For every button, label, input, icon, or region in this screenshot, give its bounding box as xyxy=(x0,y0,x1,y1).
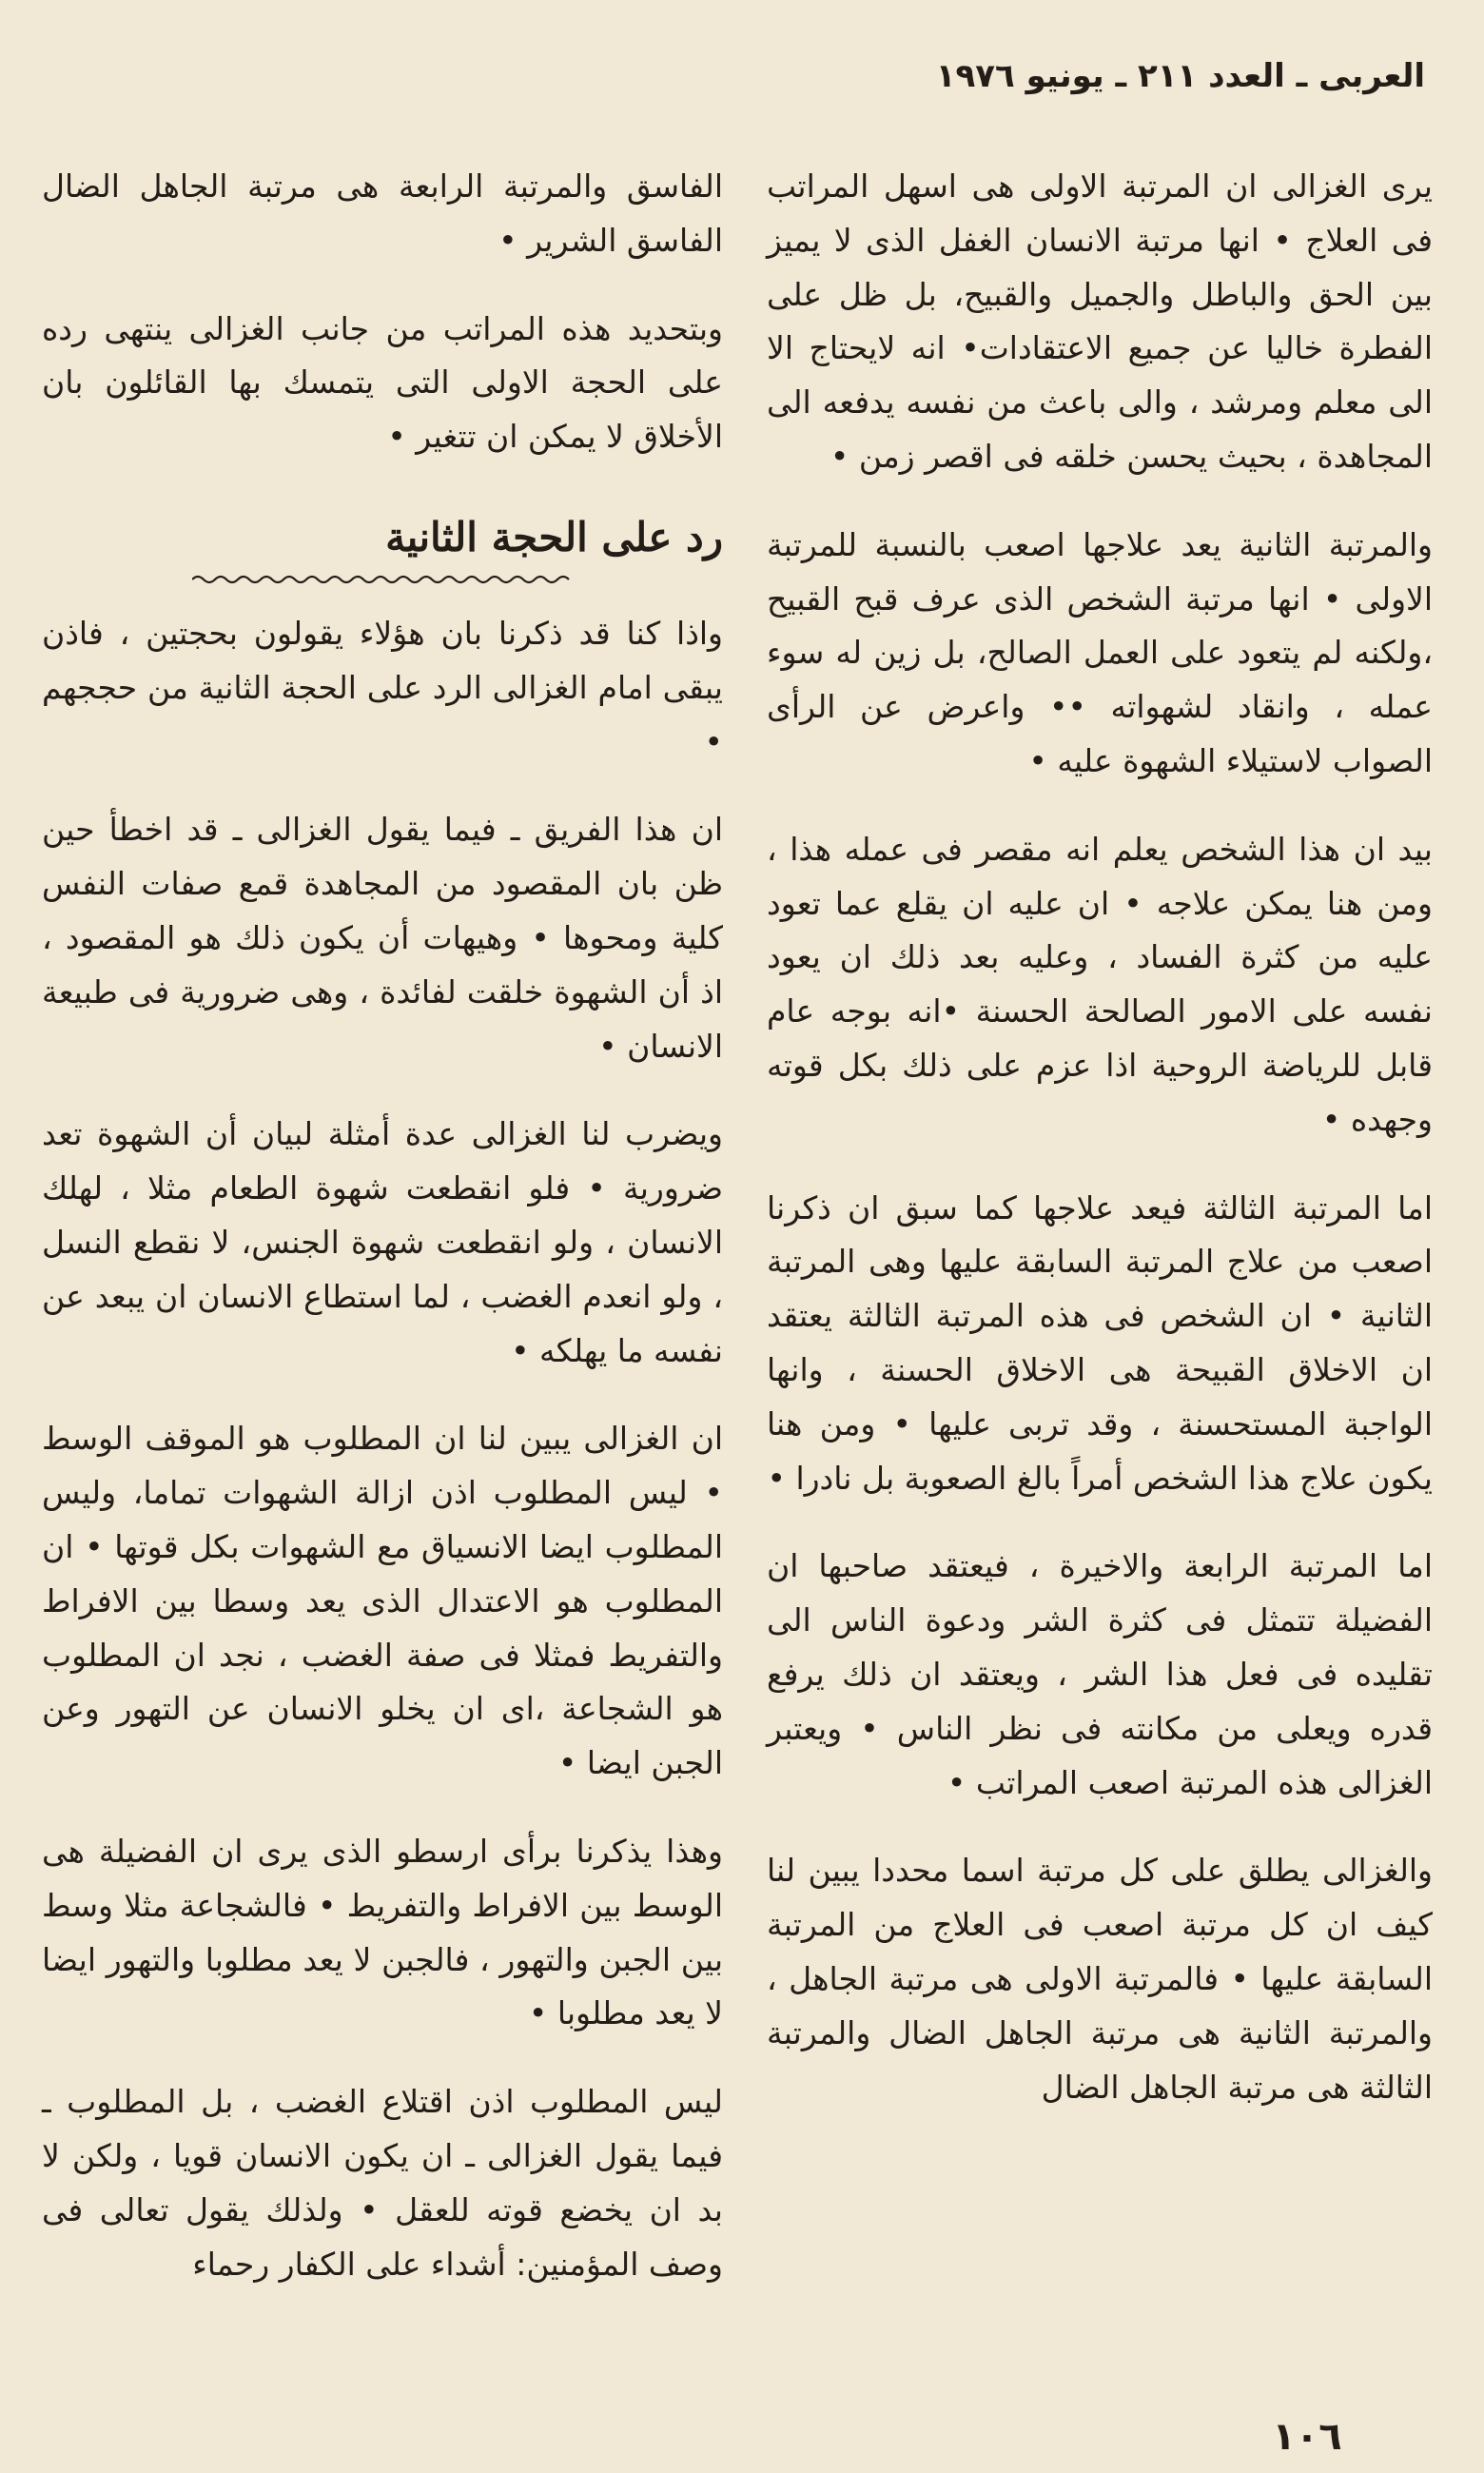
page-number: ١٠٦ xyxy=(1272,2415,1342,2459)
paragraph-gap xyxy=(767,484,1433,519)
paragraph: وهذا يذكرنا برأى ارسطو الذى يرى ان الفضيلة هى الوسط بين الافراط والتفريط • فالشجاعة مثلا وسط بين الجبن والتهور ، فالجبن لا يعد مطلوبا والتهور ايضا لا يعد مطلوبا • xyxy=(42,1832,723,2032)
paragraph-gap xyxy=(767,1505,1433,1540)
paragraph: ليس المطلوب اذن اقتلاع الغضب ، بل المطلوب ـ فيما يقول الغزالى ـ ان يكون الانسان قويا ، ولكن لا بد ان يخضع قوته للعقل • ولذلك يقول تعالى فى وصف المؤمنين: أشداء على الكفار رحماء xyxy=(42,2083,723,2283)
paragraph: ويضرب لنا الغزالى عدة أمثلة لبيان أن الشهوة تعد ضرورية • فلو انقطعت شهوة الطعام مثلا ، لهلك الانسان ، ولو انقطعت شهوة الجنس، لا نقطع النسل ، ولو انعدم الغضب ، لما استطاع الانسان ان يبعد عن نفسه ما يهلكه • xyxy=(42,1115,723,1369)
right-column xyxy=(767,160,1433,2114)
left-column xyxy=(42,160,723,2291)
paragraph: ان هذا الفريق ـ فيما يقول الغزالى ـ قد اخطأ حين ظن بان المقصود من المجاهدة قمع صفات النفس كلية ومحوها • وهيهات أن يكون ذلك هو المقصود ، اذ أن الشهوة خلقت لفائدة ، وهى ضرورية فى طبيعة الانسان • xyxy=(42,811,723,1065)
paragraph-gap xyxy=(767,789,1433,823)
paragraph: والمرتبة الثانية يعد علاجها اصعب بالنسبة للمرتبة الاولى • انها مرتبة الشخص الذى عرف قبح القبيح ،ولكنه لم يتعود على العمل الصالح، بل زين له سوء عمله ، وانقاد لشهواته •• واعرض عن الرأى الصواب لاستيلاء الشهوة عليه • xyxy=(767,525,1433,779)
paragraph-gap xyxy=(42,2041,723,2075)
paragraph: يرى الغزالى ان المرتبة الاولى هى اسهل المراتب فى العلاج • انها مرتبة الانسان الغفل الذى لا يميز بين الحق والباطل والجميل والقبيح، بل ظل على الفطرة خاليا عن جميع الاعتقادات• انه لايحتاج الا الى معلم ومرشد ، والى باعث من نفسه يدفعه الى المجاهدة ، بحيث يحسن خلقه فى اقصر زمن • xyxy=(767,167,1433,475)
paragraph: وبتحديد هذه المراتب من جانب الغزالى ينتهى رده على الحجة الاولى التى يتمسك بها القائلون بان الأخلاق لا يمكن ان تتغير • xyxy=(42,309,723,456)
paragraph-gap xyxy=(767,1148,1433,1182)
paragraph: بيد ان هذا الشخص يعلم انه مقصر فى عمله هذا ، ومن هنا يمكن علاجه • ان عليه ان يقلع عما تعود عليه من كثرة الفساد ، وعليه بعد ذلك ان يعود نفسه على الامور الصالحة الحسنة •انه بوجه عام قابل للرياضة الروحية اذا عزم على ذلك بكل قوته وجهده • xyxy=(767,830,1433,1138)
paragraph-gap xyxy=(42,1791,723,1825)
paragraph-gap xyxy=(42,1378,723,1412)
paragraph-gap xyxy=(42,769,723,803)
paragraph: الفاسق والمرتبة الرابعة هى مرتبة الجاهل الضال الفاسق الشرير • xyxy=(42,167,723,259)
paragraph-gap xyxy=(767,1810,1433,1844)
wavy-underline xyxy=(192,573,573,586)
paragraph: ان الغزالى يبين لنا ان المطلوب هو الموقف الوسط • ليس المطلوب اذن ازالة الشهوات تماما، وليس المطلوب ايضا الانسياق مع الشهوات بكل قوتها • ان المطلوب هو الاعتدال الذى يعد وسطا بين الافراط والتفريط فمثلا فى صفة الغضب ، نجد ان المطلوب هو الشجاعة ،اى ان يخلو الانسان عن التهور وعن الجبن ايضا • xyxy=(42,1420,723,1782)
running-header: العربى ـ العدد ٢١١ ـ يونيو ١٩٧٦ xyxy=(935,57,1425,95)
paragraph-gap xyxy=(42,268,723,303)
paragraph: والغزالى يطلق على كل مرتبة اسما محددا يبين لنا كيف ان كل مرتبة اصعب فى العلاج من المرتبة السابقة عليها • فالمرتبة الاولى هى مرتبة الجاهل ، والمرتبة الثانية هى مرتبة الجاهل الضال والمرتبة الثالثة هى مرتبة الجاهل الضال xyxy=(767,1852,1433,2106)
section-heading: رد على الحجة الثانية xyxy=(385,513,723,560)
paragraph: واذا كنا قد ذكرنا بان هؤلاء يقولون بحجتين ، فاذن يبقى امام الغزالى الرد على الحجة الثانية من حججهم • xyxy=(42,614,723,760)
paragraph: اما المرتبة الثالثة فيعد علاجها كما سبق ان ذكرنا اصعب من علاج المرتبة السابقة عليها وهى المرتبة الثانية • ان الشخص فى هذه المرتبة الثالثة يعتقد ان الاخلاق القبيحة هى الاخلاق الحسنة ، وانها الواجبة المستحسنة ، وقد تربى عليها • ومن هنا يكون علاج هذا الشخص أمراً بالغ الصعوبة بل نادرا • xyxy=(767,1188,1433,1497)
paragraph-gap xyxy=(42,1073,723,1108)
paragraph: اما المرتبة الرابعة والاخيرة ، فيعتقد صاحبها ان الفضيلة تتمثل فى كثرة الشر ودعوة الناس الى تقليده فى فعل هذا الشر ، ويعتقد ان ذلك يرفع قدره ويعلى من مكانته فى نظر الناس • ويعتبر الغزالى هذه المرتبة اصعب المراتب • xyxy=(767,1547,1433,1801)
